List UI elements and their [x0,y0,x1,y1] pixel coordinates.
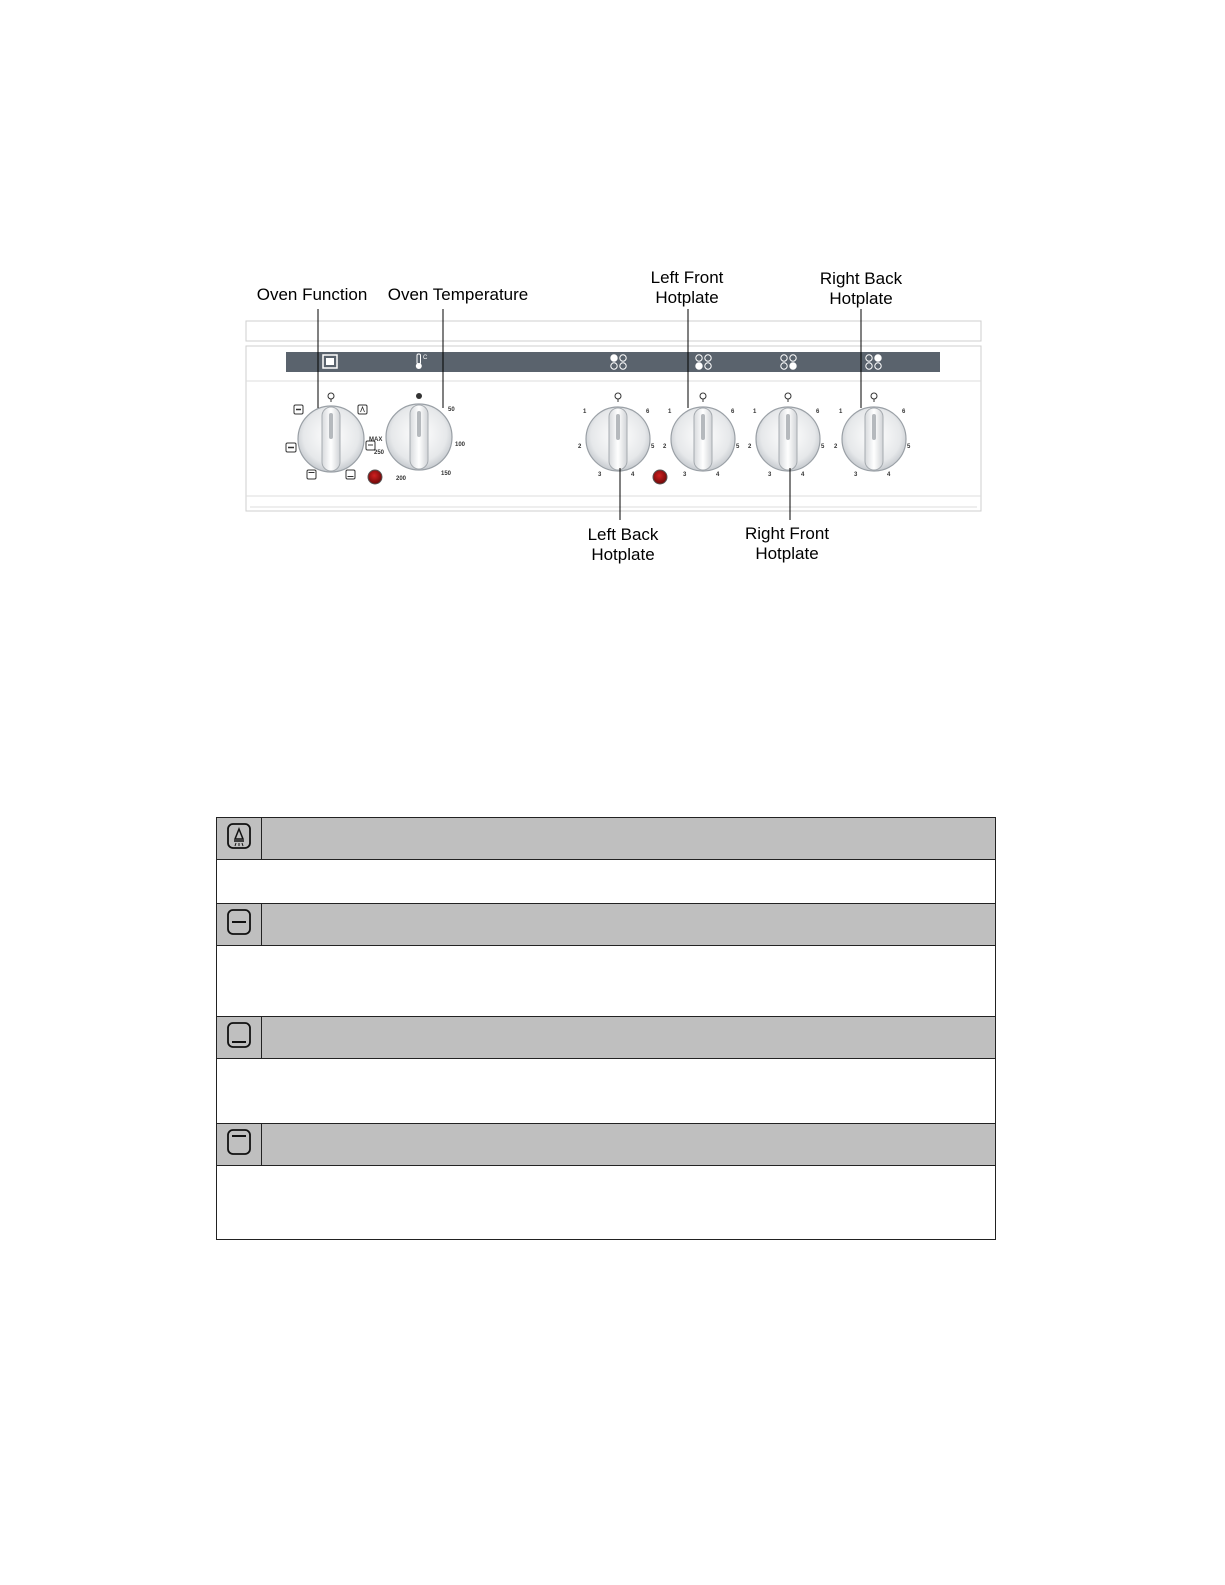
hotplate-mark: 3 [683,472,687,478]
hotplate-mark: 2 [663,444,667,450]
oven-temperature-knob [386,404,452,470]
top-bottom-heat-icon [226,908,252,936]
panel-top-strip [246,321,981,341]
temperature-mark: MAX [369,437,383,443]
table-row [217,904,996,946]
hotplate-mark: 5 [736,444,740,450]
oven-indicator-lamp [368,470,382,484]
hotplate-mark: 1 [753,409,757,415]
hotplate-mark: 1 [839,409,843,415]
hotplate-mark: 4 [716,472,720,478]
table-header-cell [262,904,996,946]
hotplate-mark: 3 [598,472,602,478]
label-left-back-line1: Left Back [587,525,659,544]
hotplate-mark: 6 [816,409,820,415]
top-heat-icon [226,1128,252,1156]
temperature-off-dot-icon [416,393,422,399]
table-header-cell [262,818,996,860]
temperature-mark: 50 [448,407,455,413]
temperature-mark: 250 [374,450,385,456]
hotplate-mark: 1 [583,409,587,415]
hotplate-mark: 1 [668,409,672,415]
table-row [217,1166,996,1240]
hotplate-mark: 5 [651,444,655,450]
hotplate-mark: 3 [854,472,858,478]
label-right-back-line1: Right Back [819,269,903,288]
control-panel-diagram [0,0,1225,600]
label-left-front-hotplate [651,268,724,308]
table-icon-cell [217,818,262,860]
grill-icon [226,822,252,850]
table-header-cell [262,1124,996,1166]
label-right-back-hotplate [820,269,902,309]
hotplate-mark: 3 [768,472,772,478]
temperature-mark: 150 [441,471,452,477]
label-left-back-line2: Hotplate [591,545,655,564]
label-right-front-line2: Hotplate [755,544,819,563]
label-left-front-line1: Left Front [650,268,724,287]
table-row [217,1059,996,1124]
hotplate-indicator-lamp [653,470,667,484]
table-description-cell [217,1059,996,1124]
table-row [217,1124,996,1166]
label-left-front-line2: Hotplate [655,288,719,307]
table-row [217,818,996,860]
hotplate-mark: 4 [801,472,805,478]
oven-function-knob [298,406,364,472]
hotplate-mark: 6 [902,409,906,415]
label-oven-function [257,285,368,305]
hotplate-mark: 5 [821,444,825,450]
table-icon-cell [217,904,262,946]
label-oven-function-text: Oven Function [256,285,368,304]
svg-text:C: C [423,355,428,361]
temperature-mark: 200 [396,476,407,482]
label-left-back-hotplate [588,525,659,565]
hotplate-mark: 4 [631,472,635,478]
table-icon-cell [217,1124,262,1166]
temperature-mark: 100 [455,442,466,448]
bottom-heat-icon [226,1021,252,1049]
hotplate-mark: 2 [834,444,838,450]
table-header-cell [262,1017,996,1059]
hotplate-mark: 6 [646,409,650,415]
table-description-cell [217,860,996,904]
table-row [217,860,996,904]
table-description-cell [217,1166,996,1240]
label-right-front-hotplate [745,524,829,564]
hotplate-mark: 6 [731,409,735,415]
table-icon-cell [217,1017,262,1059]
hotplate-mark: 4 [887,472,891,478]
table-description-cell [217,946,996,1017]
hotplate-mark: 2 [748,444,752,450]
label-right-front-line1: Right Front [744,524,830,543]
label-oven-temperature-text: Oven Temperature [387,285,529,304]
table-row [217,946,996,1017]
oven-function-table [216,817,996,1240]
label-right-back-line2: Hotplate [829,289,893,308]
label-oven-temperature [388,285,528,305]
hotplate-mark: 5 [907,444,911,450]
hotplate-mark: 2 [578,444,582,450]
table-row [217,1017,996,1059]
